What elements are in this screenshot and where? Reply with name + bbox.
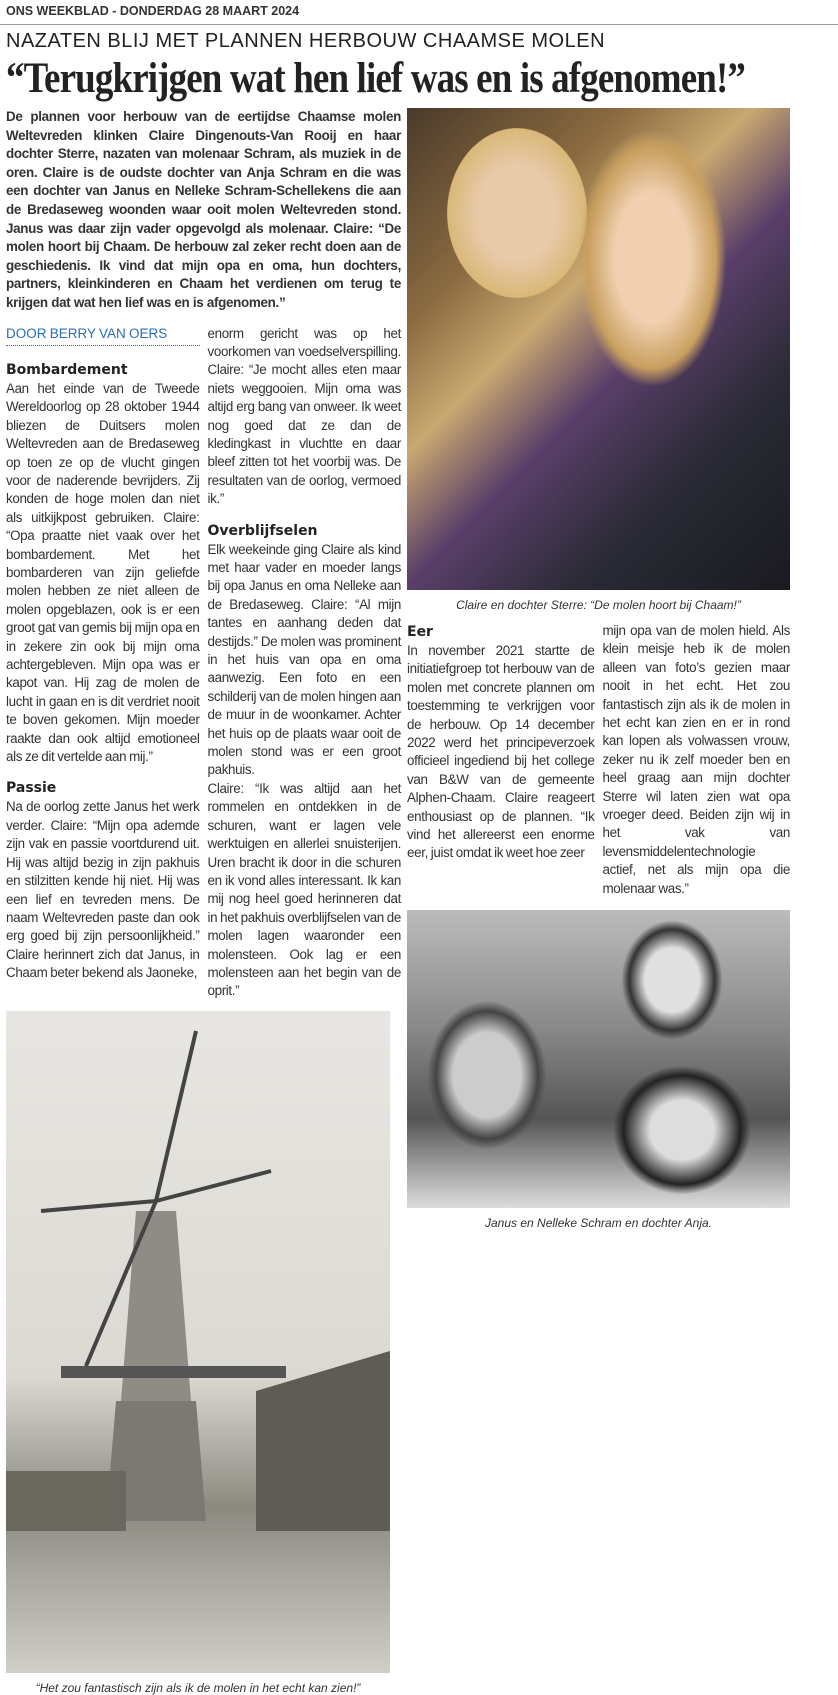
paragraph: Aan het einde van de Tweede Wereldoorlog op 28 oktober 1944 bliezen de Duitsers molen Weltevreden aan de Bredaseweg op toen ze op de vlucht gingen voor de naderende bevrijders. Zij konden de hoge molen dan niet als uitkijkpost gebruiken. Claire: “Opa praatte niet vaak over het bombardement. Met het bombarderen van zijn geliefde molen hebben ze niet alleen de molen opgeblazen, ook is er een groot gat van gemis bij mijn opa en in zekere zin ook bij mijn oma achtergebleven. Mijn opa was er kapot van. Hij zag de molen de lucht in gaan en is dit verdriet nooit te boven gekomen. Mijn moeder raakte dan ook altijd emotioneel als ze dit vertelde aan mij.” xyxy=(6,380,200,765)
subheading-bombardement: Bombardement xyxy=(6,361,128,378)
right-columns xyxy=(407,622,790,898)
divider xyxy=(0,24,838,25)
left-columns xyxy=(6,325,401,1001)
headline: “Terugkrijgen wat hen lief was en is afgenomen!” xyxy=(6,55,746,102)
subheading-passie: Passie xyxy=(6,780,57,797)
column-4 xyxy=(603,622,791,898)
photo-windmill xyxy=(6,1011,390,1673)
photo-janus-nelleke-anja xyxy=(407,910,790,1208)
paragraph: In november 2021 startte de initiatiefgroep tot herbouw van de molen met concrete plannen om toestemming te verkrijgen voor de herbouw. Op 14 december 2022 werd het principeverzoek officieel ingediend bij het college van B&W van de gemeente Alphen-Chaam. Claire reageert enthousiast op de plannen. “Ik vind het allereerst een enorme eer, juist omdat ik weet hoe zeer xyxy=(407,643,595,861)
left-region xyxy=(6,108,401,1695)
caption-photo1: Claire en dochter Sterre: “De molen hoort bij Chaam!” xyxy=(456,598,741,612)
paragraph: Na de oorlog zette Janus het werk verder. Claire: “Mijn opa ademde zijn vak en passie voortdurend uit. Hij was altijd bezig in zijn pakhuis en stilzitten kende hij niet. Hij was een lief en tevreden mens. De naam Weltevreden paste dan ook erg goed bij zijn persoonlijkheid.” Claire herinnert zich dat Janus, in Chaam beter bekend als Jaoneke, xyxy=(6,799,200,981)
paragraph: Claire: “Ik was altijd aan het rommelen en ontdekken in de schuren, want er lagen vele werktuigen en allerlei snuisterijen. Uren bracht ik door in die schuren en ik vond alles interessant. Ik kan mij nog heel goed herinneren dat in het pakhuis overblijfselen van de molen lagen waaronder een molensteen. Ook lag er een molensteen aan het begin van de oprit.” xyxy=(207,780,401,999)
subheading-overblijfselen: Overblijfselen xyxy=(207,522,318,539)
column-3 xyxy=(407,622,595,898)
intro: De plannen voor herbouw van de eertijdse Chaamse molen Weltevreden klinken Claire Dingenouts-Van Rooij en haar dochter Sterre, nazaten van molenaar Schram, als muziek in de oren. Claire is de oudste dochter van Anja Schram en die was een dochter van Janus en Nelleke Schram-Schellekens die aan de Bredaseweg woonden waar ooit molen Weltevreden stond. Janus was daar zijn vader opgevolgd als molenaar. Claire: “De molen hoort bij Chaam. De herbouw zal zeker recht doen aan de geschiedenis. Ik vind dat mijn opa en oma, hun dochters, partners, kleinkinderen en Chaam het verdienen om terug te krijgen dat wat hen lief was en is afgenomen.” xyxy=(6,109,401,310)
kicker: NAZATEN BLIJ MET PLANNEN HERBOUW CHAAMSE MOLEN xyxy=(6,30,606,52)
photo-claire-sterre xyxy=(407,108,790,590)
paragraph: Elk weekeinde ging Claire als kind met haar vader en moeder langs bij opa Janus en oma Nelleke aan de Bredaseweg. Claire: “Al mijn tantes en aanhang deden dat destijds.” De molen was prominent in het huis van opa en oma aanwezig. Een foto en een schilderij van de molen hingen aan de muur in de woonkamer. Achter het huis op de plaats waar ooit de molen stond was er een groot pakhuis. xyxy=(207,541,401,778)
subheading-eer: Eer xyxy=(407,624,433,640)
paper-dateline: ONS WEEKBLAD - DONDERDAG 28 MAART 2024 xyxy=(6,4,300,18)
byline: DOOR BERRY VAN OERS xyxy=(6,325,200,346)
right-region xyxy=(407,108,790,1230)
paragraph: enorm gericht was op het voorkomen van voedselverspilling. Claire: “Je mocht alles eten maar niets weggooien. Mijn oma was altijd erg bang van onweer. Ik weet nog goed dat ze dan de kledingkast in vluchtte en daar bleef zitten tot het voorbij was. De resultaten van de oorlog, vermoed ik.” xyxy=(207,325,401,507)
windmill-illustration xyxy=(6,1011,390,1673)
column-2 xyxy=(208,325,402,1001)
paragraph: mijn opa van de molen hield. Als klein meisje heb ik de molen alleen van foto’s gezien maar nooit in het echt. Het zou fantastisch zijn als ik de molen in het echt kan zien en er in rond kan lopen als volwassen vrouw, zeker nu ik zelf moeder ben en heel graag aan mijn dochter Sterre wil laten zien wat opa vroeger deed. Beiden zijn wij in het vak van levensmiddelentechnologie actief, net als mijn opa die molenaar was.” xyxy=(602,623,790,896)
caption-photo2: Janus en Nelleke Schram en dochter Anja. xyxy=(484,1216,712,1231)
caption-photo3: “Het zou fantastisch zijn als ik de molen in het echt kan zien!” xyxy=(35,1680,361,1695)
column-1 xyxy=(6,325,200,1001)
